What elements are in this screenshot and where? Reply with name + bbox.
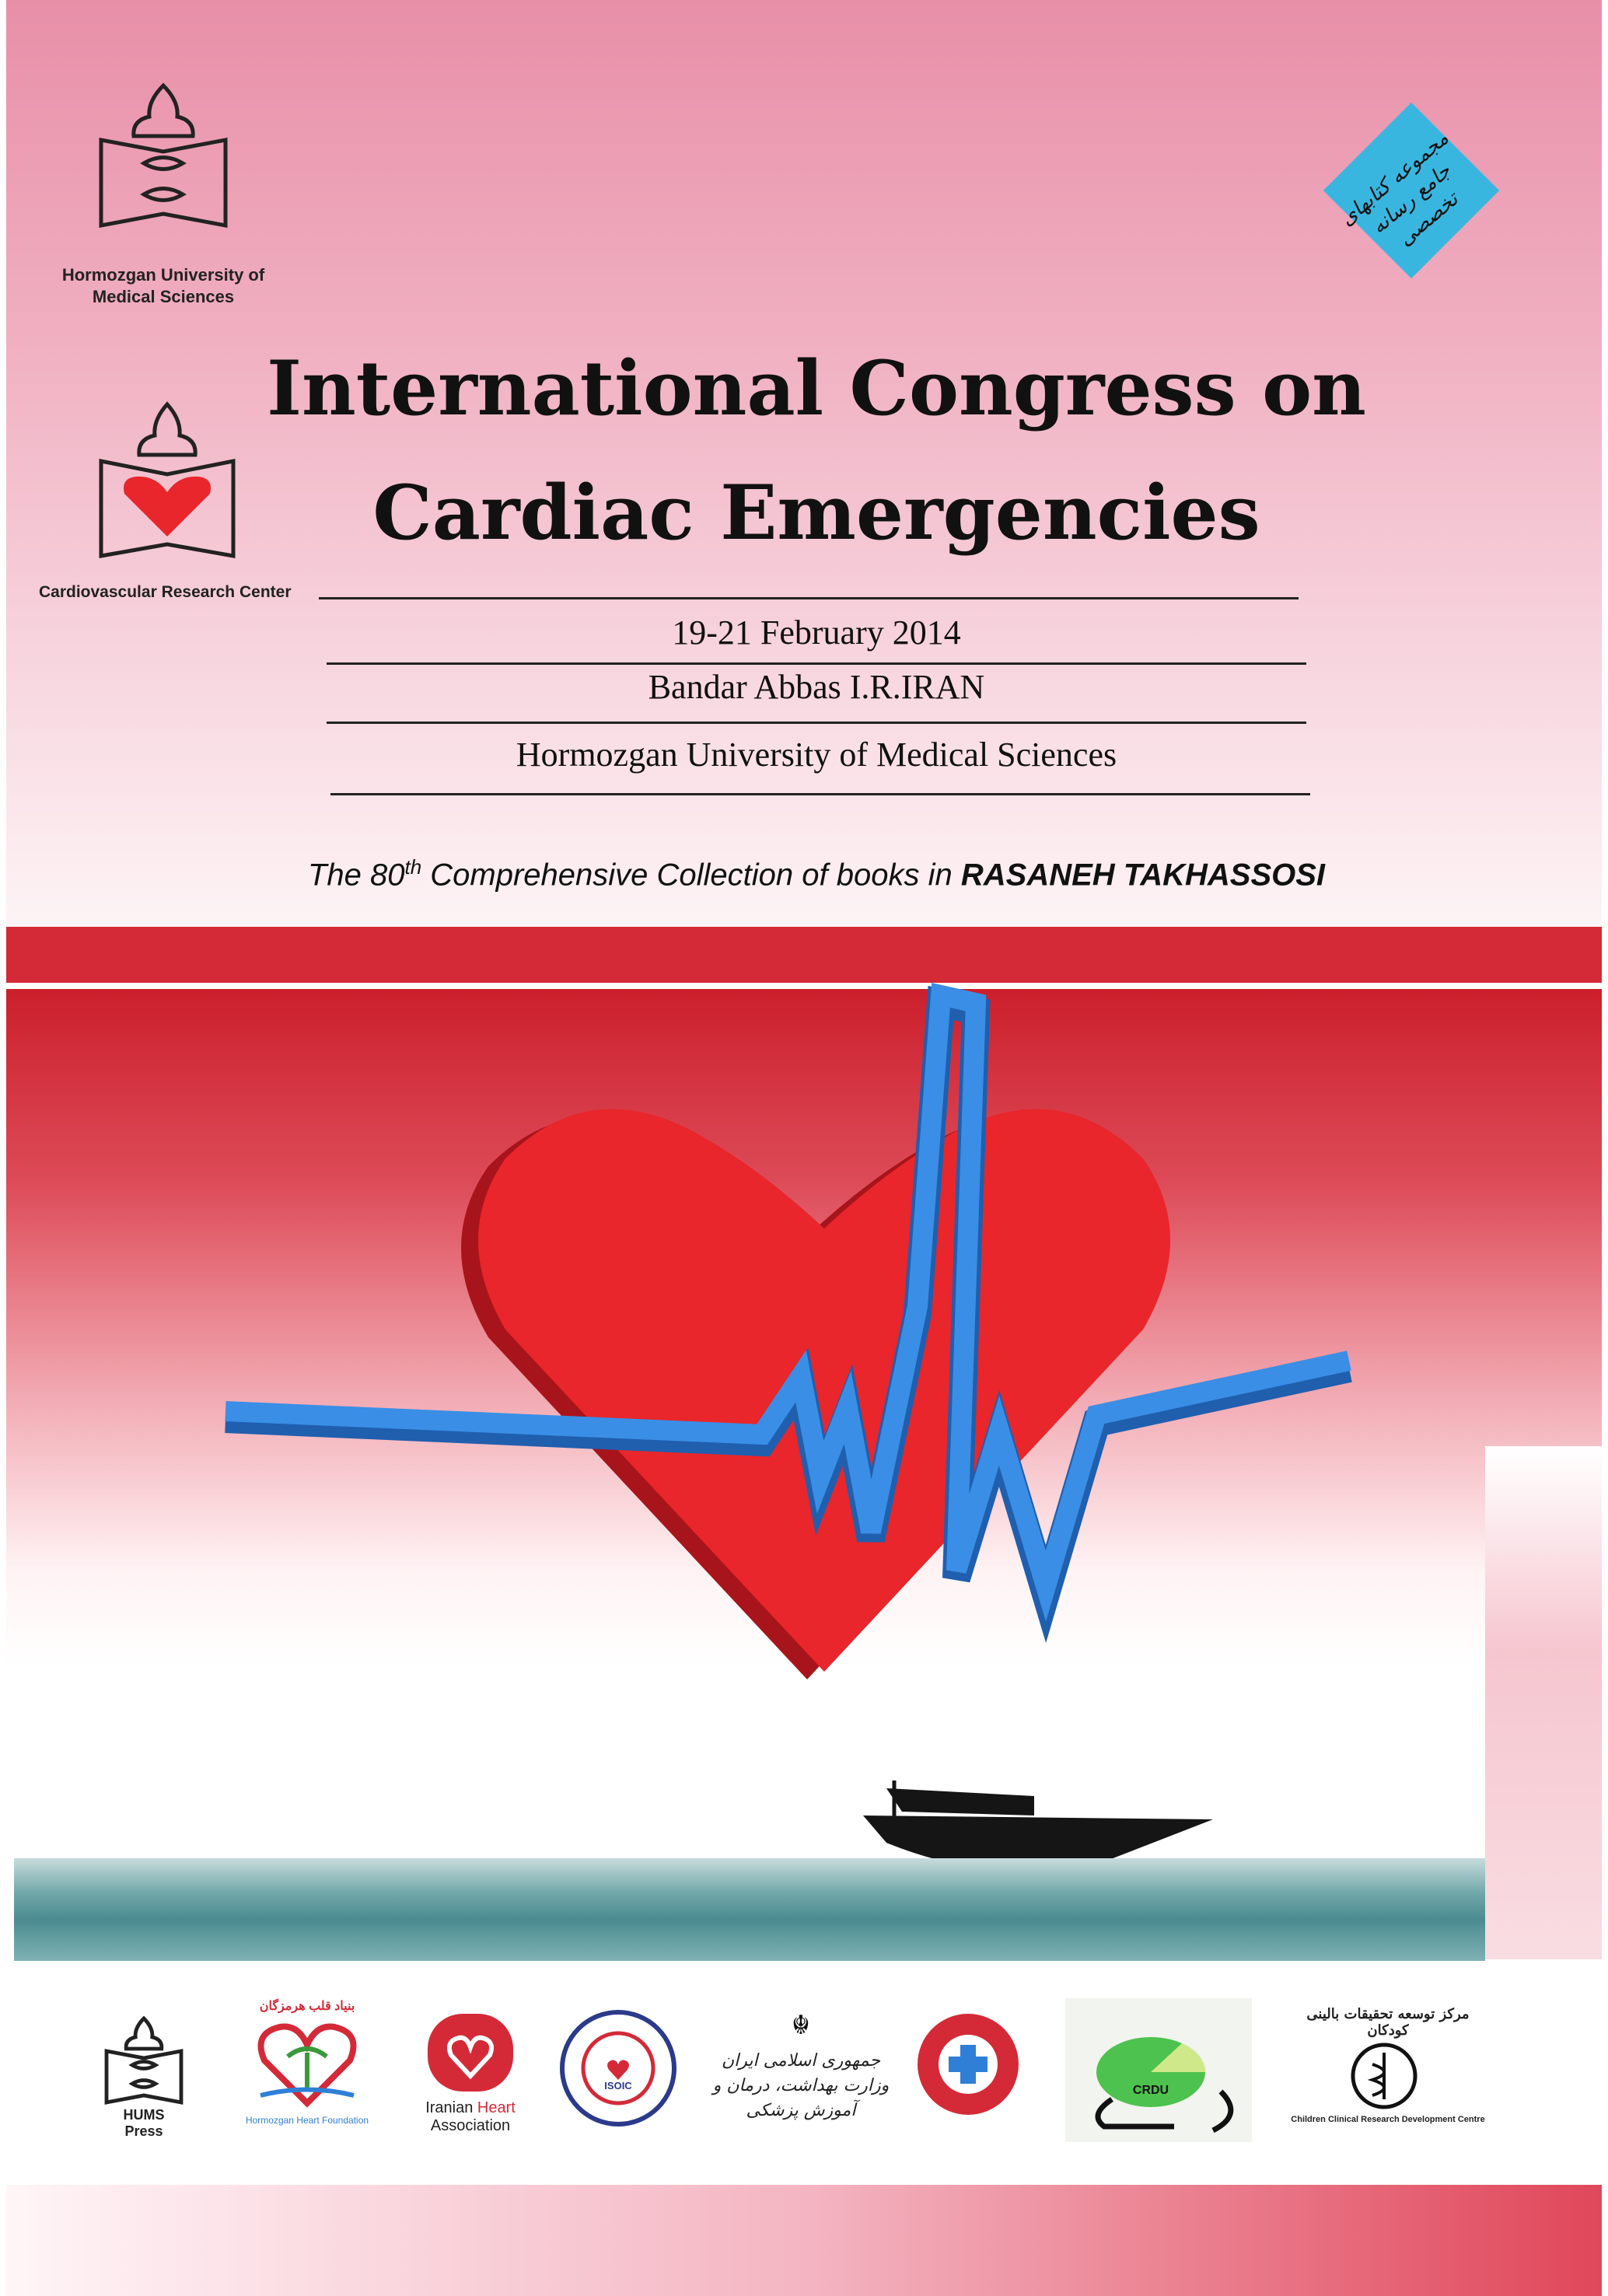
sea-horizon [14,1858,1485,1961]
hums-press-line2: Press [124,2123,163,2139]
crc-logo [89,400,245,564]
partner-logos-row [0,1998,1608,2154]
rule-1 [319,597,1299,599]
hums-press-caption [93,2107,194,2140]
hums-press-logo-icon [97,2014,191,2107]
ministry-text: جمهوری اسلامی ایران وزارت بهداشت، درمان و آموزش پزشکی [712,2051,890,2120]
iha-line1-red: Heart [477,2099,516,2116]
title-line2: Cardiac Emergencies [372,469,1260,557]
rule-3 [327,722,1306,724]
heart-icon [478,1109,1170,1672]
hormozgan-emergency-logo-icon [914,2010,1022,2119]
heart-ecg-illustration [0,980,1608,1975]
crdu-pie-icon [1065,1998,1252,2142]
iha-line1: Iranian [425,2099,474,2116]
heart-foundation-fa: بنیاد قلب هرمزگان [259,2000,355,2013]
book-mosque-icon [86,78,241,233]
heart-book-icon [89,400,245,564]
tagline-bold: RASANEH TAKHASSOSI [960,858,1326,893]
children-centre-en: Children Clinical Research Development Centre [1291,2115,1485,2124]
series-badge-text: مجموعه کتابهای جامع رسانه تخصصی [1335,127,1463,251]
hums-logo [86,78,241,233]
hums-caption-line1: Hormozgan University of [61,265,265,285]
tagline-middle: Comprehensive Collection of books in [421,858,961,893]
children-centre-fa: مرکز توسعه تحقیقات بالینی کودکان [1306,2006,1470,2039]
boat-canopy [886,1788,1034,1815]
rule-2 [327,662,1306,665]
iha-caption [408,2099,533,2135]
isoic-logo-icon [556,2006,680,2130]
isoic-text: ISOIC [604,2080,632,2092]
heart-foundation-en: Hormozgan Heart Foundation [245,2115,369,2126]
iha-line2: Association [430,2117,511,2134]
collection-tagline [156,855,1477,893]
crdu-text: CRDU [1132,2084,1169,2097]
rule-4 [330,793,1310,795]
tagline-superscript: th [404,855,422,879]
heart-foundation-logo-icon [253,2018,362,2111]
tagline-prefix: The 80 [307,858,405,893]
congress-title [233,327,1400,575]
iran-emblem-icon: ☬ [791,2011,811,2040]
hums-caption [39,264,288,308]
crc-caption: Cardiovascular Research Center [39,583,292,601]
hums-caption-line2: Medical Sciences [92,287,235,306]
hums-press-line1: HUMS [123,2107,165,2123]
event-location: Bandar Abbas I.R.IRAN [648,668,985,706]
event-dates: 19-21 February 2014 [672,613,961,652]
title-line1: International Congress on [267,344,1366,432]
crdu-logo [1065,1998,1252,2142]
series-badge [1318,97,1505,284]
children-centre-logo-icon [1349,2041,1419,2111]
bottom-gradient-band [6,2185,1602,2296]
event-host: Hormozgan University of Medical Sciences [516,736,1117,774]
red-separator-band [6,927,1602,983]
iranian-heart-association-icon [424,2010,517,2095]
